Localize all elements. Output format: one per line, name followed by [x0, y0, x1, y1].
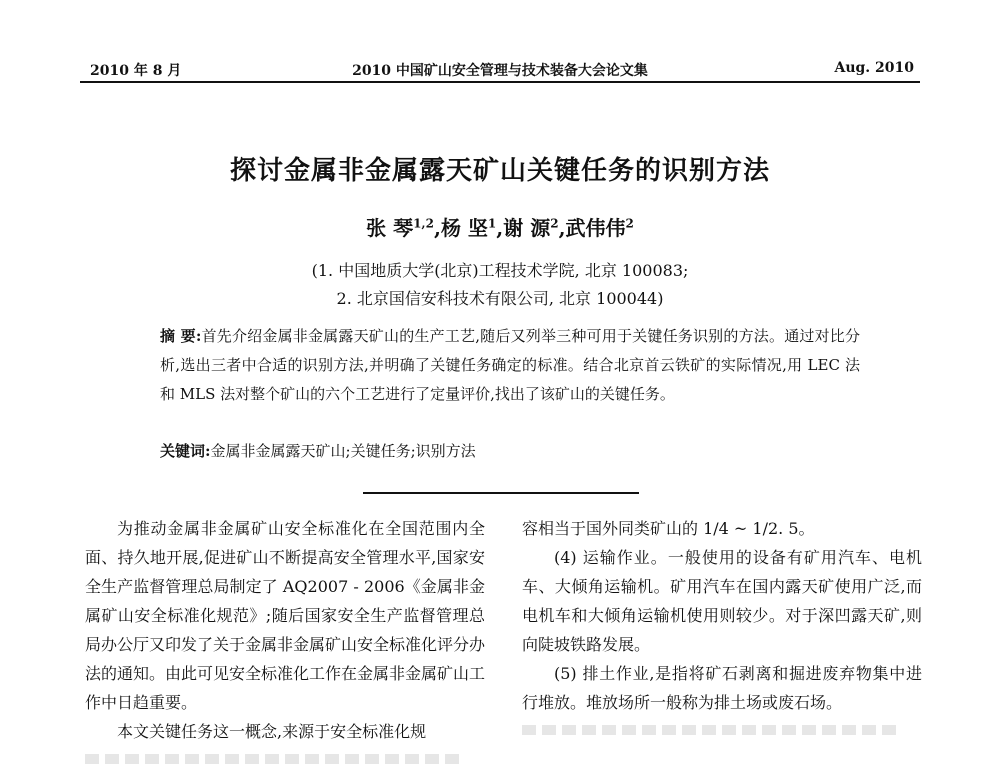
affiliation-2: 2. 北京国信安科技术有限公司, 北京 100044) [336, 289, 664, 308]
paper-title: 探讨金属非金属露天矿山关键任务的识别方法 [229, 156, 770, 186]
abstract-label: 摘 要: [160, 327, 202, 345]
header-date-en: Aug. 2010 [834, 60, 914, 76]
body-column-right [522, 514, 922, 735]
author-name: 武伟伟 [565, 216, 626, 240]
cut-off-text-line [85, 754, 465, 764]
body-paragraph: (5) 排土作业,是指将矿石剥离和掘进废弃物集中进行堆放。堆放场所一般称为排土场或废石场。 [522, 664, 922, 712]
body-paragraph: 容相当于国外同类矿山的 1/4 ~ 1/2. 5。 [522, 519, 815, 538]
header-date: 2010 年 8 月 [90, 63, 182, 79]
author-name: 张 琴 [366, 216, 414, 240]
abstract-text: 首先介绍金属非金属露天矿山的生产工艺,随后又列举三种可用于关键任务识别的方法。通过对比分析,选出三者中合适的识别方法,并明确了关键任务确定的标准。结合北京首云铁矿的实际情况,用 LEC 法和 MLS 法对整个矿山的六个工艺进行了定量评价,找出了该矿山的关键任务。 [160, 327, 860, 403]
body-paragraph: 本文关键任务这一概念,来源于安全标准化规 [117, 722, 427, 741]
body-paragraph: (4) 运输作业。一般使用的设备有矿用汽车、电机车、大倾角运输机。矿用汽车在国内露天矿使用广泛,而电机车和大倾角运输机使用则较少。对于深凹露天矿,则向陡坡铁路发展。 [522, 548, 922, 654]
section-divider [363, 492, 639, 494]
affiliation-1: (1. 中国地质大学(北京)工程技术学院, 北京 100083; [311, 261, 689, 280]
keywords-label: 关键词: [160, 442, 211, 460]
keywords-text: 金属非金属露天矿山;关键任务;识别方法 [210, 442, 476, 460]
author-affil-sup: 2 [550, 216, 559, 231]
author-affil-sup: 1 [487, 216, 497, 231]
body-column-left [85, 514, 485, 764]
header-rule [80, 81, 920, 83]
author-name: 谢 源 [503, 216, 551, 240]
author-affil-sup: 1,2 [413, 216, 434, 231]
running-header [80, 50, 920, 80]
author-name: 杨 坚 [440, 216, 488, 240]
author-list: 张 琴$^{1,2}$,杨 坚$^1$,谢 源$^2$,武伟伟$^2$ [366, 216, 634, 240]
body-paragraph: 为推动金属非金属矿山安全标准化在全国范围内全面、持久地开展,促进矿山不断提高安全管理水平,国家安全生产监督管理总局制定了 AQ2007 - 2006《金属非金属矿山安全标准化规范》;随后国家安全生产监督管理总局办公厅又印发了关于金属非金属矿山安全标准化评分办法的通知。由此可见安全标准化工作在金属非金属矿山工作中日趋重要。 [85, 519, 486, 712]
keywords [160, 440, 860, 461]
header-proceedings-title: 2010 中国矿山安全管理与技术装备大会论文集 [352, 63, 648, 79]
author-affil-sup: 2 [625, 216, 634, 231]
abstract [160, 322, 860, 409]
cut-off-text-line [522, 725, 902, 735]
